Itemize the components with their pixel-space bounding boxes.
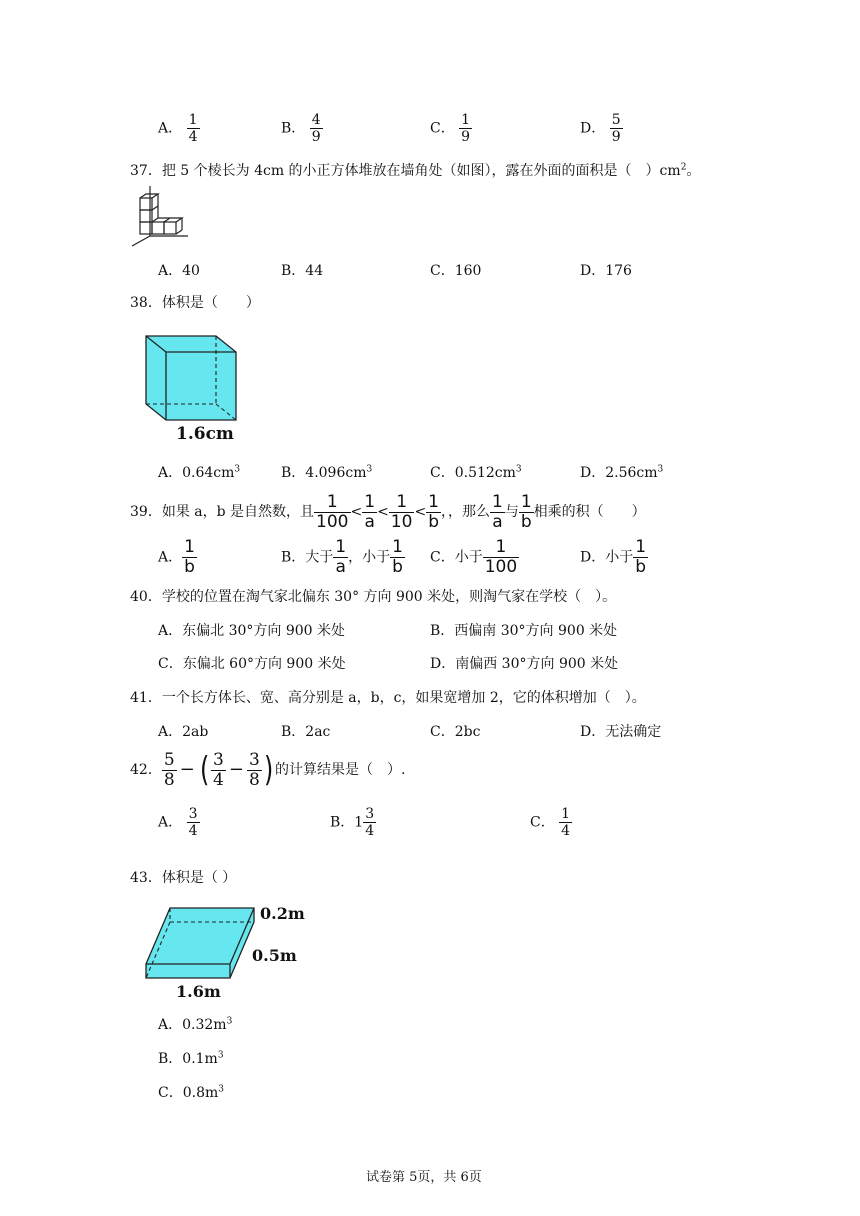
option-label: C． <box>430 549 455 566</box>
option-text: 0.1m <box>182 1051 218 1067</box>
fraction <box>314 493 350 532</box>
fraction <box>633 538 648 577</box>
option-text: 小于 <box>605 549 634 566</box>
option-label: A． <box>158 465 183 481</box>
option-text: 无法确定 <box>605 724 662 740</box>
left-paren: ( <box>199 750 210 790</box>
option-label: B． <box>158 1051 183 1067</box>
superscript: 3 <box>217 1050 224 1061</box>
option-label: D． <box>430 656 456 672</box>
q40-option-a <box>158 620 345 640</box>
option-label: C． <box>430 120 455 137</box>
option-label: D． <box>580 263 606 279</box>
q37-option-b <box>281 260 323 280</box>
denominator: b <box>184 557 195 577</box>
numerator: 1 <box>335 537 347 557</box>
option-label: D． <box>580 120 606 137</box>
q43-cuboid-figure <box>142 904 260 982</box>
fraction <box>333 538 348 577</box>
option-label: C． <box>158 656 183 672</box>
superscript: 3 <box>234 464 241 475</box>
option-text: 东偏北 60°方向 900 米处 <box>182 656 346 672</box>
denominator: 100 <box>316 511 349 532</box>
q36-option-a <box>158 112 200 145</box>
option-label: D． <box>580 724 606 740</box>
option-label: B． <box>281 465 306 481</box>
q43-option-c <box>158 1082 224 1102</box>
option-label: B． <box>281 120 306 137</box>
denominator: b <box>635 557 647 577</box>
option-label: C． <box>430 465 455 481</box>
q36-option-c <box>430 112 472 145</box>
fraction <box>483 538 519 577</box>
q43-option-b <box>158 1048 224 1068</box>
question-number: 37． <box>130 163 162 179</box>
question-text: 一个长方体长、宽、高分别是 a，b，c，如果宽增加 2，它的体积增加（ ）。 <box>161 690 646 706</box>
fraction <box>211 751 226 790</box>
option-label: A． <box>158 120 183 137</box>
q37-option-a <box>158 260 200 280</box>
denominator: 100 <box>484 557 518 577</box>
option-text: 2ab <box>182 724 209 740</box>
denominator: 8 <box>248 769 260 790</box>
numerator: 3 <box>213 749 224 770</box>
denominator: 4 <box>213 769 224 790</box>
option-label: B． <box>430 623 455 639</box>
q39-option-d <box>580 538 648 577</box>
q41-option-d <box>580 721 661 741</box>
denominator: 9 <box>311 129 321 145</box>
option-label: D． <box>580 465 606 481</box>
q42-option-a <box>158 806 200 839</box>
option-label: A． <box>158 549 183 566</box>
q37-cube-figure <box>128 184 190 248</box>
question-number: 42． <box>130 762 162 778</box>
option-text: 40 <box>182 263 200 279</box>
option-text: 东偏北 30°方向 900 米处 <box>182 623 346 639</box>
question-text: 的计算结果是（ ）. <box>275 762 406 778</box>
fraction <box>490 493 505 532</box>
fraction <box>363 806 376 839</box>
numerator: 1 <box>364 491 376 512</box>
q41-stem <box>130 687 646 707</box>
numerator: 5 <box>611 112 621 128</box>
question-text: 把 5 个棱长为 4cm 的小正方体堆放在墙角处（如图），露在外面的面积是（ ）cm <box>161 163 681 179</box>
q40-stem <box>130 586 616 606</box>
minus-sign: − <box>179 759 195 780</box>
question-text: 体积是（ ） <box>161 870 237 886</box>
q41-option-c <box>430 721 480 741</box>
option-label: A． <box>158 814 183 831</box>
option-text: 44 <box>305 263 324 279</box>
option-text: 0.64cm <box>182 465 235 481</box>
option-label: A． <box>158 263 183 279</box>
q43-stem <box>130 867 236 887</box>
fraction <box>187 806 200 839</box>
numerator: 1 <box>188 112 198 128</box>
numerator: 3 <box>188 806 198 822</box>
q39-option-a <box>158 538 197 577</box>
option-label: A． <box>158 724 183 740</box>
denominator: 4 <box>188 823 198 839</box>
denominator: b <box>428 511 439 532</box>
numerator: 1 <box>492 491 503 512</box>
q40-option-b <box>430 620 617 640</box>
superscript: 3 <box>515 464 522 475</box>
option-text: 西偏南 30°方向 900 米处 <box>454 623 618 639</box>
option-label: A． <box>158 1017 183 1033</box>
q38-stem <box>130 292 260 312</box>
fraction <box>310 112 323 145</box>
denominator: a <box>492 511 503 532</box>
question-number: 41． <box>130 690 162 706</box>
right-paren: ) <box>263 750 274 790</box>
q43-width-label: 0.5m <box>252 946 297 965</box>
fraction <box>519 493 534 532</box>
q37-option-d <box>580 260 632 280</box>
option-text: 大于 <box>305 549 334 566</box>
whole-number: 1 <box>354 814 364 831</box>
option-text: 176 <box>605 263 632 279</box>
option-text: 2bc <box>454 724 481 740</box>
option-label: D． <box>580 549 606 566</box>
q43-length-label: 1.6m <box>176 982 221 1001</box>
fraction <box>459 112 472 145</box>
numerator: 1 <box>428 491 439 512</box>
page-footer: 试卷第 5页，共 6页 <box>366 1170 482 1185</box>
option-text: 0.32m <box>182 1017 227 1033</box>
q38-option-c <box>430 462 522 482</box>
q42-stem <box>130 748 405 792</box>
q40-option-c <box>158 653 346 673</box>
less-than: < <box>350 504 363 520</box>
option-text: 2ac <box>305 724 331 740</box>
fraction <box>182 538 197 577</box>
numerator: 1 <box>184 537 195 557</box>
question-text: ，，那么 <box>441 504 490 520</box>
q43-option-a <box>158 1014 232 1034</box>
option-label: B． <box>281 549 306 566</box>
question-number: 38． <box>130 295 162 311</box>
superscript: 2 <box>680 162 687 173</box>
denominator: 4 <box>561 823 571 839</box>
option-text: 2.56cm <box>605 465 658 481</box>
superscript: 3 <box>657 464 664 475</box>
q38-option-b <box>281 462 372 482</box>
q37-stem <box>130 160 700 180</box>
q40-option-d <box>430 653 618 673</box>
q37-option-c <box>430 260 481 280</box>
denominator: 9 <box>461 129 471 145</box>
q38-option-d <box>580 462 663 482</box>
option-label: B． <box>281 724 306 740</box>
option-label: C． <box>530 814 555 831</box>
option-label: A． <box>158 623 183 639</box>
q41-option-b <box>281 721 330 741</box>
option-text: 0.512cm <box>454 465 516 481</box>
option-label: C． <box>158 1085 183 1101</box>
numerator: 4 <box>311 112 321 128</box>
q42-option-b <box>330 806 376 839</box>
q36-option-d <box>580 112 623 145</box>
option-label: B． <box>281 263 306 279</box>
numerator: 1 <box>520 491 532 512</box>
numerator: 1 <box>461 112 471 128</box>
fraction <box>559 806 572 839</box>
fraction <box>390 538 405 577</box>
denominator: b <box>392 557 403 577</box>
option-text: 南偏西 30°方向 900 米处 <box>455 656 619 672</box>
question-text: 体积是（ ） <box>161 295 260 311</box>
q38-option-a <box>158 462 240 482</box>
question-number: 40． <box>130 589 162 605</box>
denominator: 9 <box>611 129 621 145</box>
question-text: 与 <box>504 504 519 520</box>
q39-stem <box>130 492 646 532</box>
q41-option-a <box>158 721 208 741</box>
q42-option-c <box>530 806 572 839</box>
option-label: C． <box>430 724 455 740</box>
denominator: a <box>335 557 346 577</box>
fraction <box>426 493 441 532</box>
fraction <box>362 493 377 532</box>
q43-height-label: 0.2m <box>260 904 305 923</box>
fraction <box>389 493 415 532</box>
less-than: < <box>377 504 389 520</box>
numerator: 1 <box>392 537 403 557</box>
denominator: a <box>364 511 375 532</box>
option-text: 0.8m <box>182 1085 219 1101</box>
fraction <box>162 751 177 790</box>
denominator: 10 <box>390 511 413 532</box>
question-number: 39． <box>130 504 162 520</box>
numerator: 5 <box>163 749 175 770</box>
option-text: 4.096cm <box>305 465 367 481</box>
fraction <box>610 112 623 145</box>
q38-cube-figure <box>142 334 240 428</box>
fraction <box>187 112 200 145</box>
minus-sign: − <box>228 759 244 780</box>
less-than: < <box>414 504 427 520</box>
numerator: 1 <box>635 537 647 557</box>
option-text: 小于 <box>454 549 483 566</box>
question-text: 学校的位置在淘气家北偏东 30° 方向 900 米处，则淘气家在学校（ ）。 <box>161 589 617 605</box>
option-label: C． <box>430 263 455 279</box>
numerator: 3 <box>365 806 375 822</box>
denominator: 8 <box>163 769 175 790</box>
option-text: ，小于 <box>348 549 391 566</box>
superscript: 3 <box>366 464 373 475</box>
q36-option-b <box>281 112 323 145</box>
q39-option-b <box>281 538 405 577</box>
numerator: 1 <box>396 491 408 512</box>
numerator: 1 <box>495 537 507 557</box>
denominator: 4 <box>188 129 198 145</box>
numerator: 1 <box>561 806 571 822</box>
question-text: 如果 a，b 是自然数，且 <box>161 504 315 520</box>
q39-option-c <box>430 538 519 577</box>
numerator: 1 <box>326 491 338 512</box>
denominator: b <box>520 511 532 532</box>
q38-figure-label: 1.6cm <box>176 424 234 444</box>
question-text: 相乘的积（ ） <box>533 504 646 520</box>
question-end: 。 <box>686 163 701 179</box>
fraction <box>247 751 262 790</box>
option-label: B． <box>330 814 355 831</box>
option-text: 160 <box>454 263 482 279</box>
superscript: 3 <box>226 1016 233 1027</box>
denominator: 4 <box>365 823 375 839</box>
question-number: 43． <box>130 870 162 886</box>
numerator: 3 <box>248 749 260 770</box>
superscript: 3 <box>218 1084 224 1095</box>
